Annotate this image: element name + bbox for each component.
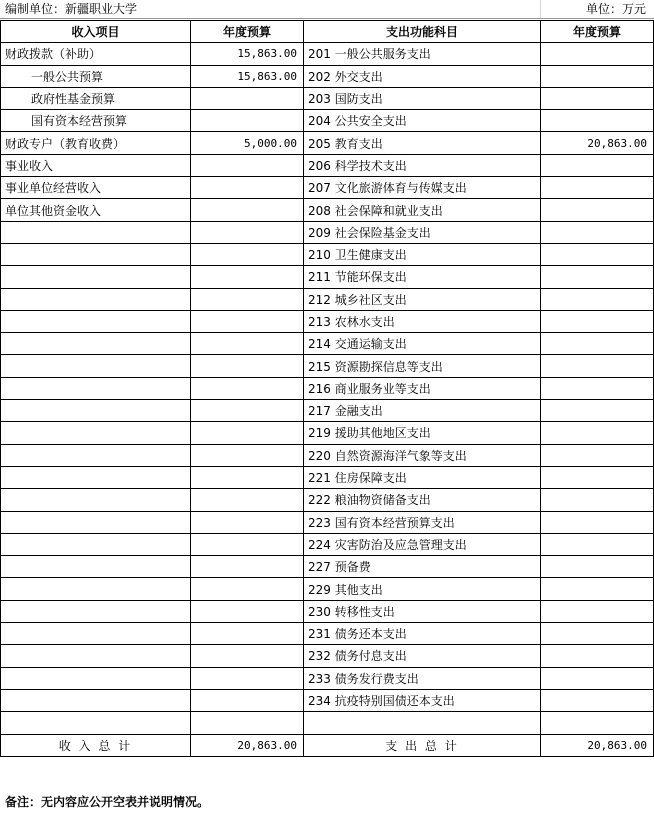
income-budget-cell	[191, 243, 304, 265]
expense-budget-cell	[541, 645, 654, 667]
income-item-cell	[1, 466, 191, 488]
income-item-cell	[1, 712, 191, 734]
income-item-cell: 单位其他资金收入	[1, 199, 191, 221]
income-budget-cell	[191, 511, 304, 533]
expense-budget-cell	[541, 556, 654, 578]
compiling-unit-label: 编制单位：新疆职业大学	[5, 2, 138, 16]
table-row	[1, 288, 654, 310]
income-budget-cell	[191, 533, 304, 555]
income-budget-cell	[191, 110, 304, 132]
expense-item-cell: 229 其他支出	[304, 578, 541, 600]
income-budget-cell	[191, 333, 304, 355]
expense-budget-cell: 20,863.00	[541, 132, 654, 154]
income-item-cell: 事业单位经营收入	[1, 177, 191, 199]
income-item-cell	[1, 400, 191, 422]
income-item-cell	[1, 444, 191, 466]
income-budget-cell	[191, 422, 304, 444]
expense-item-cell: 220 自然资源海洋气象等支出	[304, 444, 541, 466]
expense-budget-cell	[541, 489, 654, 511]
income-budget-cell: 5,000.00	[191, 132, 304, 154]
expense-item-cell: 216 商业服务业等支出	[304, 377, 541, 399]
expense-item-cell: 230 转移性支出	[304, 600, 541, 622]
income-budget-cell	[191, 221, 304, 243]
expense-item-header: 支出功能科目	[304, 21, 541, 43]
income-budget-cell	[191, 645, 304, 667]
expense-item-cell: 205 教育支出	[304, 132, 541, 154]
report-header	[0, 0, 654, 19]
expense-item-cell: 211 节能环保支出	[304, 266, 541, 288]
table-row	[1, 422, 654, 444]
table-row	[1, 377, 654, 399]
table-row	[1, 533, 654, 555]
table-row	[1, 221, 654, 243]
income-budget-cell	[191, 489, 304, 511]
income-item-cell: 国有资本经营预算	[1, 110, 191, 132]
expense-item-cell: 207 文化旅游体育与传媒支出	[304, 177, 541, 199]
income-item-cell	[1, 310, 191, 332]
expense-item-cell: 234 抗疫特别国债还本支出	[304, 689, 541, 711]
income-budget-cell	[191, 578, 304, 600]
table-row	[1, 712, 654, 734]
expense-item-cell: 232 债务付息支出	[304, 645, 541, 667]
table-row	[1, 645, 654, 667]
income-budget-cell: 15,863.00	[191, 65, 304, 87]
expense-budget-cell	[541, 87, 654, 109]
income-item-cell	[1, 489, 191, 511]
income-item-cell	[1, 689, 191, 711]
income-budget-cell	[191, 154, 304, 176]
table-row	[1, 243, 654, 265]
income-budget-cell	[191, 556, 304, 578]
expense-budget-cell	[541, 43, 654, 65]
income-budget-cell	[191, 623, 304, 645]
expense-item-cell: 201 一般公共服务支出	[304, 43, 541, 65]
table-row	[1, 556, 654, 578]
expense-budget-cell	[541, 511, 654, 533]
expense-item-cell: 223 国有资本经营预算支出	[304, 511, 541, 533]
expense-item-cell: 231 债务还本支出	[304, 623, 541, 645]
income-item-cell	[1, 533, 191, 555]
expense-total-value: 20,863.00	[541, 734, 654, 756]
expense-budget-cell	[541, 199, 654, 221]
expense-budget-cell	[541, 712, 654, 734]
income-budget-cell	[191, 667, 304, 689]
income-item-cell	[1, 288, 191, 310]
table-row	[1, 132, 654, 154]
expense-budget-cell	[541, 355, 654, 377]
income-budget-cell	[191, 466, 304, 488]
expense-budget-cell	[541, 444, 654, 466]
table-row	[1, 87, 654, 109]
income-total-value: 20,863.00	[191, 734, 304, 756]
income-budget-cell	[191, 400, 304, 422]
header-divider	[540, 0, 541, 18]
expense-budget-cell	[541, 65, 654, 87]
income-item-cell	[1, 645, 191, 667]
income-item-cell: 财政专户（教育收费）	[1, 132, 191, 154]
income-budget-cell	[191, 177, 304, 199]
expense-item-cell: 233 债务发行费支出	[304, 667, 541, 689]
expense-budget-cell	[541, 623, 654, 645]
expense-budget-cell	[541, 243, 654, 265]
table-row	[1, 466, 654, 488]
table-row	[1, 110, 654, 132]
table-row	[1, 623, 654, 645]
expense-item-cell: 214 交通运输支出	[304, 333, 541, 355]
table-row	[1, 400, 654, 422]
table-row	[1, 689, 654, 711]
income-total-label: 收 入 总 计	[1, 734, 191, 756]
table-row	[1, 600, 654, 622]
expense-budget-cell	[541, 533, 654, 555]
table-row	[1, 177, 654, 199]
income-item-cell	[1, 623, 191, 645]
expense-budget-header: 年度预算	[541, 21, 654, 43]
expense-budget-cell	[541, 667, 654, 689]
expense-item-cell: 203 国防支出	[304, 87, 541, 109]
income-item-cell	[1, 355, 191, 377]
income-budget-cell	[191, 310, 304, 332]
expense-item-cell: 215 资源勘探信息等支出	[304, 355, 541, 377]
income-item-cell	[1, 422, 191, 444]
income-item-cell	[1, 221, 191, 243]
income-item-cell	[1, 667, 191, 689]
table-row	[1, 333, 654, 355]
totals-row	[1, 734, 654, 756]
expense-budget-cell	[541, 377, 654, 399]
expense-item-cell: 206 科学技术支出	[304, 154, 541, 176]
table-row	[1, 65, 654, 87]
expense-item-cell: 208 社会保障和就业支出	[304, 199, 541, 221]
income-budget-cell	[191, 689, 304, 711]
expense-budget-cell	[541, 288, 654, 310]
table-row	[1, 489, 654, 511]
income-item-cell	[1, 377, 191, 399]
expense-budget-cell	[541, 689, 654, 711]
expense-item-cell: 204 公共安全支出	[304, 110, 541, 132]
income-item-cell	[1, 600, 191, 622]
income-item-cell	[1, 266, 191, 288]
income-budget-cell	[191, 600, 304, 622]
expense-budget-cell	[541, 333, 654, 355]
expense-budget-cell	[541, 221, 654, 243]
expense-item-cell: 227 预备费	[304, 556, 541, 578]
table-row	[1, 355, 654, 377]
expense-item-cell: 221 住房保障支出	[304, 466, 541, 488]
expense-item-cell: 210 卫生健康支出	[304, 243, 541, 265]
footnote: 备注：无内容应公开空表并说明情况。	[5, 795, 210, 809]
income-budget-cell: 15,863.00	[191, 43, 304, 65]
table-row	[1, 199, 654, 221]
income-budget-cell	[191, 377, 304, 399]
income-item-cell: 一般公共预算	[1, 65, 191, 87]
expense-item-cell: 213 农林水支出	[304, 310, 541, 332]
expense-item-cell: 212 城乡社区支出	[304, 288, 541, 310]
expense-item-cell: 219 援助其他地区支出	[304, 422, 541, 444]
budget-table	[0, 20, 654, 757]
expense-budget-cell	[541, 266, 654, 288]
table-row	[1, 310, 654, 332]
table-row	[1, 511, 654, 533]
income-item-cell	[1, 333, 191, 355]
expense-item-cell: 217 金融支出	[304, 400, 541, 422]
table-row	[1, 667, 654, 689]
income-budget-cell	[191, 288, 304, 310]
income-budget-cell	[191, 87, 304, 109]
expense-budget-cell	[541, 310, 654, 332]
table-header-row	[1, 21, 654, 43]
currency-unit-label: 单位：万元	[585, 2, 646, 16]
expense-budget-cell	[541, 578, 654, 600]
expense-total-label: 支 出 总 计	[304, 734, 541, 756]
income-budget-cell	[191, 444, 304, 466]
income-item-cell	[1, 556, 191, 578]
table-row	[1, 154, 654, 176]
income-budget-header: 年度预算	[191, 21, 304, 43]
expense-budget-cell	[541, 177, 654, 199]
expense-budget-cell	[541, 422, 654, 444]
expense-item-cell: 202 外交支出	[304, 65, 541, 87]
income-item-cell: 事业收入	[1, 154, 191, 176]
income-item-cell: 政府性基金预算	[1, 87, 191, 109]
table-row	[1, 578, 654, 600]
income-item-cell: 财政拨款（补助）	[1, 43, 191, 65]
expense-budget-cell	[541, 400, 654, 422]
income-item-cell	[1, 578, 191, 600]
table-row	[1, 266, 654, 288]
expense-item-cell: 224 灾害防治及应急管理支出	[304, 533, 541, 555]
expense-budget-cell	[541, 466, 654, 488]
expense-item-cell: 222 粮油物资储备支出	[304, 489, 541, 511]
expense-budget-cell	[541, 600, 654, 622]
table-row	[1, 444, 654, 466]
table-row	[1, 43, 654, 65]
income-item-header: 收入项目	[1, 21, 191, 43]
expense-budget-cell	[541, 154, 654, 176]
income-item-cell	[1, 511, 191, 533]
expense-item-cell	[304, 712, 541, 734]
income-budget-cell	[191, 199, 304, 221]
income-budget-cell	[191, 712, 304, 734]
income-budget-cell	[191, 266, 304, 288]
income-item-cell	[1, 243, 191, 265]
expense-budget-cell	[541, 110, 654, 132]
income-budget-cell	[191, 355, 304, 377]
expense-item-cell: 209 社会保险基金支出	[304, 221, 541, 243]
